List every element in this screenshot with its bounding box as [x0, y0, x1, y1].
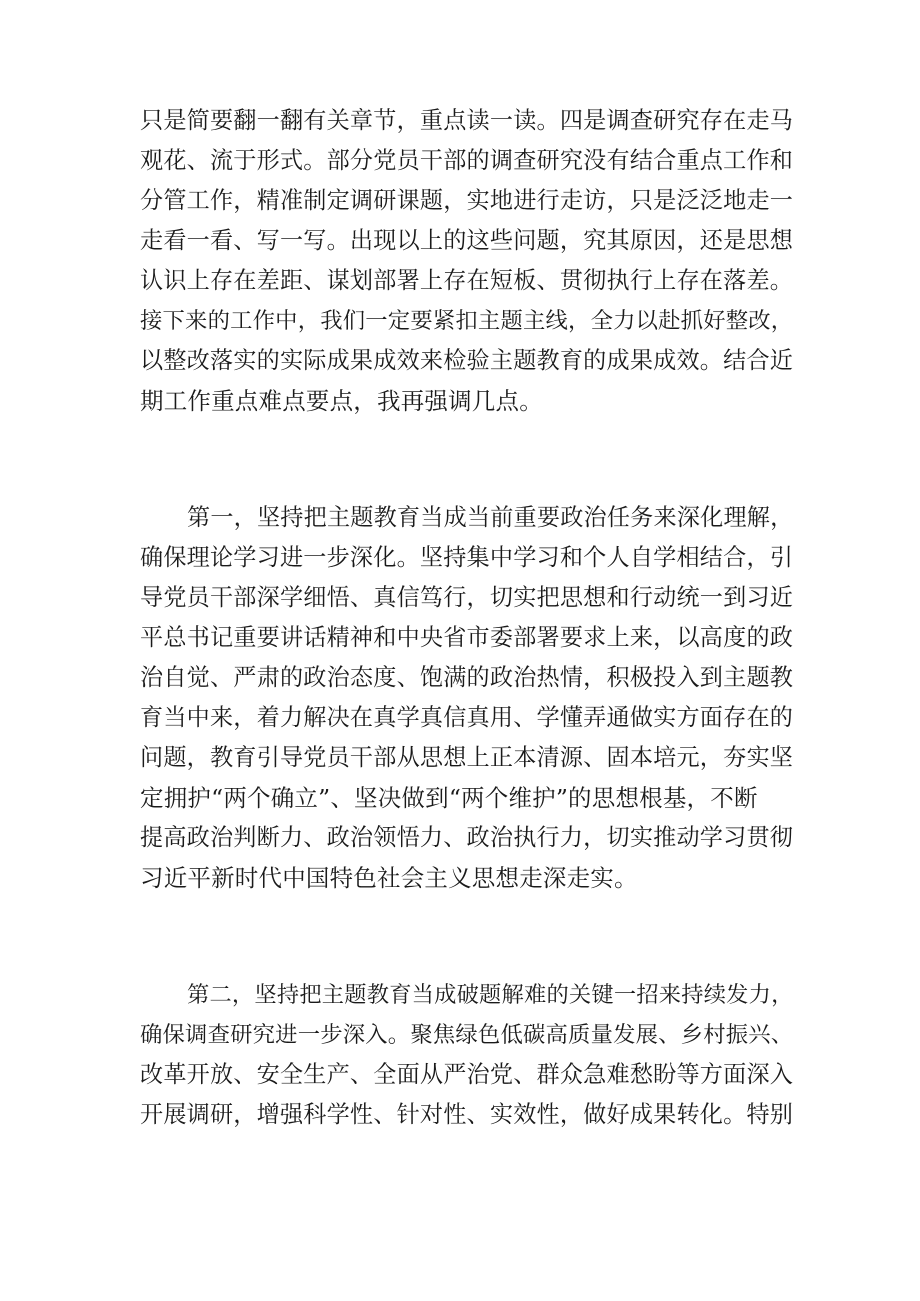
paragraph-2	[140, 498, 800, 898]
paragraph-line: 认识上存在差距、谋划部署上存在短板、贯彻执行上存在落差。	[140, 268, 794, 294]
paragraph-line: 走看一看、写一写。出现以上的这些问题，究其原因，还是思想	[140, 228, 794, 254]
paragraph-line: 第二，坚持把主题教育当成破题解难的关键一招来持续发力，	[187, 982, 794, 1008]
paragraph-line: 开展调研，增强科学性、针对性、实效性，做好成果转化。特别	[140, 1102, 794, 1128]
paragraph-line: 只是简要翻一翻有关章节，重点读一读。四是调查研究存在走马	[140, 108, 794, 134]
paragraph-line: 提高政治判断力、政治领悟力、政治执行力，切实推动学习贯彻	[140, 825, 794, 851]
paragraph-line: 育当中来，着力解决在真学真信真用、学懂弄通做实方面存在的	[140, 705, 794, 731]
paragraph-line: 接下来的工作中，我们一定要紧扣主题主线，全力以赴抓好整改，	[140, 308, 794, 334]
paragraph-1	[140, 101, 800, 421]
paragraph-line: 以整改落实的实际成果成效来检验主题教育的成果成效。结合近	[140, 348, 794, 374]
paragraph-line: 分管工作，精准制定调研课题，实地进行走访，只是泛泛地走一	[140, 188, 794, 214]
paragraph-line: 确保调查研究进一步深入。聚焦绿色低碳高质量发展、乡村振兴、	[140, 1022, 794, 1048]
paragraph-line: 平总书记重要讲话精神和中央省市委部署要求上来，以高度的政	[140, 625, 794, 651]
paragraph-line: 定拥护“两个确立”、坚决做到“两个维护”的思想根基，不断	[140, 784, 758, 812]
paragraph-line: 观花、流于形式。部分党员干部的调查研究没有结合重点工作和	[140, 148, 794, 174]
paragraph-line: 期工作重点难点要点，我再强调几点。	[140, 387, 543, 415]
paragraph-line: 治自觉、严肃的政治态度、饱满的政治热情，积极投入到主题教	[140, 665, 794, 691]
paragraph-line: 导党员干部深学细悟、真信笃行，切实把思想和行动统一到习近	[140, 585, 794, 611]
paragraph-line: 问题，教育引导党员干部从思想上正本清源、固本培元，夯实坚	[140, 745, 794, 771]
paragraph-3	[140, 975, 800, 1135]
paragraph-line: 习近平新时代中国特色社会主义思想走深走实。	[140, 864, 638, 892]
paragraph-line: 确保理论学习进一步深化。坚持集中学习和个人自学相结合，引	[140, 545, 794, 571]
paragraph-line: 第一，坚持把主题教育当成当前重要政治任务来深化理解，	[187, 505, 794, 531]
paragraph-line: 改革开放、安全生产、全面从严治党、群众急难愁盼等方面深入	[140, 1062, 794, 1088]
